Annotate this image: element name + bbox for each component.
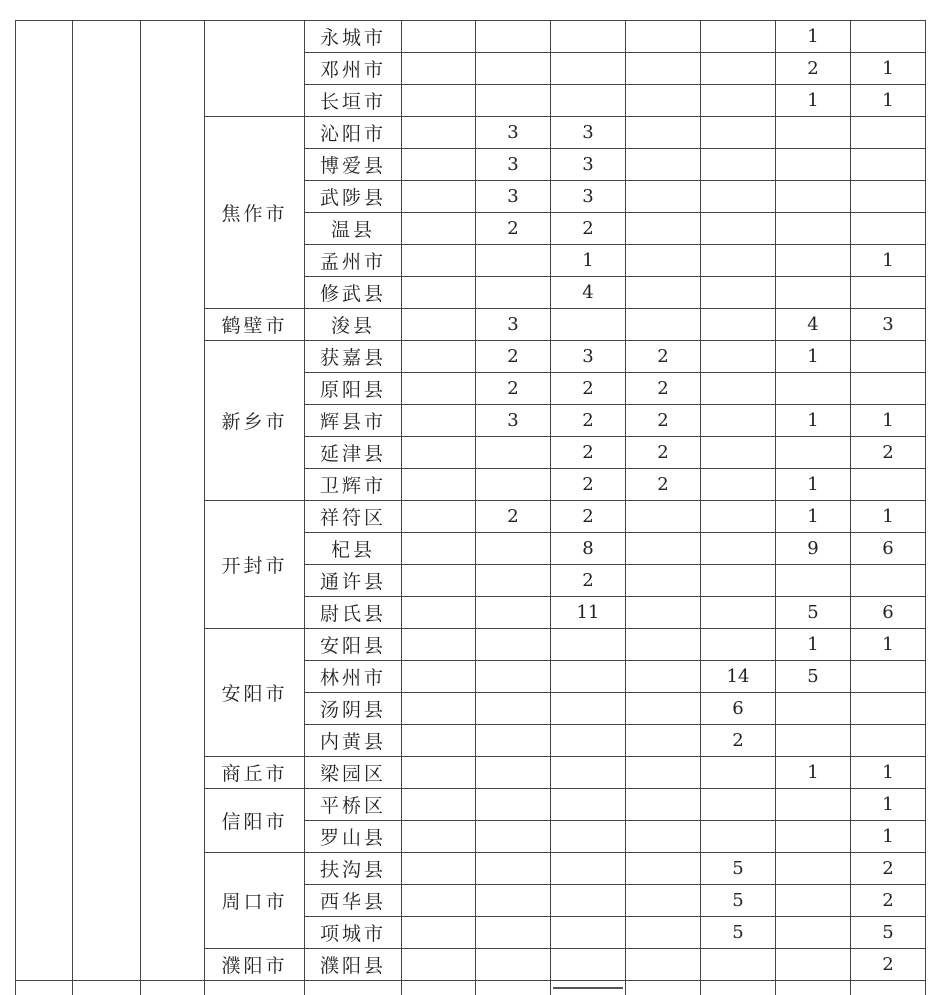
count-cell bbox=[626, 181, 701, 213]
count-cell bbox=[476, 21, 551, 53]
county-cell: 温县 bbox=[305, 213, 402, 245]
count-cell bbox=[626, 693, 701, 725]
count-cell bbox=[402, 597, 476, 629]
count-cell bbox=[626, 245, 701, 277]
count-cell bbox=[701, 405, 776, 437]
count-cell bbox=[851, 181, 926, 213]
count-cell bbox=[776, 885, 851, 917]
cut-off-text-fragment bbox=[553, 987, 623, 995]
count-cell bbox=[851, 661, 926, 693]
count-cell: 1 bbox=[851, 789, 926, 821]
count-cell bbox=[626, 885, 701, 917]
count-cell bbox=[701, 949, 776, 981]
count-cell: 3 bbox=[551, 181, 626, 213]
merged-category-cell bbox=[141, 21, 205, 981]
count-cell bbox=[402, 661, 476, 693]
count-cell bbox=[551, 725, 626, 757]
count-cell: 2 bbox=[851, 853, 926, 885]
count-cell: 1 bbox=[776, 629, 851, 661]
count-cell bbox=[402, 245, 476, 277]
count-cell bbox=[476, 661, 551, 693]
count-cell: 2 bbox=[551, 469, 626, 501]
city-cell: 濮阳市 bbox=[205, 949, 305, 981]
county-cell: 项城市 bbox=[305, 917, 402, 949]
county-cell: 延津县 bbox=[305, 437, 402, 469]
count-cell bbox=[776, 917, 851, 949]
count-cell bbox=[402, 693, 476, 725]
count-cell bbox=[701, 789, 776, 821]
count-cell: 3 bbox=[476, 181, 551, 213]
count-cell: 1 bbox=[851, 85, 926, 117]
count-cell bbox=[851, 21, 926, 53]
count-cell bbox=[776, 821, 851, 853]
count-cell bbox=[626, 117, 701, 149]
city-cell: 信阳市 bbox=[205, 789, 305, 853]
count-cell bbox=[701, 181, 776, 213]
count-cell bbox=[851, 693, 926, 725]
count-cell: 6 bbox=[701, 693, 776, 725]
count-cell: 5 bbox=[776, 661, 851, 693]
count-cell bbox=[851, 373, 926, 405]
count-cell bbox=[701, 821, 776, 853]
count-cell: 2 bbox=[626, 469, 701, 501]
county-cell: 祥符区 bbox=[305, 501, 402, 533]
count-cell bbox=[402, 437, 476, 469]
merged-category-cell bbox=[73, 21, 141, 981]
count-cell: 5 bbox=[701, 917, 776, 949]
count-cell: 2 bbox=[476, 341, 551, 373]
count-cell bbox=[701, 757, 776, 789]
count-cell: 2 bbox=[851, 949, 926, 981]
county-cell: 内黄县 bbox=[305, 725, 402, 757]
city-cell: 周口市 bbox=[205, 853, 305, 949]
city-cell: 鹤壁市 bbox=[205, 309, 305, 341]
count-cell bbox=[551, 309, 626, 341]
count-cell bbox=[476, 693, 551, 725]
count-cell bbox=[476, 597, 551, 629]
count-cell bbox=[626, 213, 701, 245]
county-cell: 长垣市 bbox=[305, 85, 402, 117]
count-cell: 8 bbox=[551, 533, 626, 565]
county-cell: 汤阴县 bbox=[305, 693, 402, 725]
count-cell bbox=[701, 277, 776, 309]
count-cell bbox=[851, 565, 926, 597]
count-cell bbox=[626, 917, 701, 949]
count-cell bbox=[551, 53, 626, 85]
count-cell bbox=[402, 949, 476, 981]
count-cell: 5 bbox=[701, 885, 776, 917]
count-cell bbox=[626, 565, 701, 597]
count-cell bbox=[776, 149, 851, 181]
statistics-table bbox=[15, 20, 926, 995]
count-cell bbox=[476, 245, 551, 277]
count-cell bbox=[626, 661, 701, 693]
count-cell bbox=[701, 469, 776, 501]
count-cell: 2 bbox=[476, 501, 551, 533]
count-cell bbox=[851, 117, 926, 149]
count-cell bbox=[776, 117, 851, 149]
count-cell bbox=[402, 917, 476, 949]
count-cell: 14 bbox=[701, 661, 776, 693]
count-cell: 2 bbox=[776, 53, 851, 85]
count-cell bbox=[476, 565, 551, 597]
table-row bbox=[16, 21, 926, 53]
count-cell bbox=[476, 53, 551, 85]
count-cell bbox=[701, 341, 776, 373]
count-cell bbox=[402, 565, 476, 597]
county-cell: 杞县 bbox=[305, 533, 402, 565]
count-cell bbox=[776, 949, 851, 981]
county-cell: 武陟县 bbox=[305, 181, 402, 213]
count-cell bbox=[851, 149, 926, 181]
count-cell bbox=[551, 917, 626, 949]
count-cell bbox=[402, 533, 476, 565]
count-cell bbox=[776, 277, 851, 309]
count-cell bbox=[701, 373, 776, 405]
count-cell: 2 bbox=[551, 373, 626, 405]
count-cell bbox=[626, 949, 701, 981]
count-cell bbox=[402, 405, 476, 437]
county-cell: 平桥区 bbox=[305, 789, 402, 821]
county-cell: 梁园区 bbox=[305, 757, 402, 789]
count-cell bbox=[476, 789, 551, 821]
count-cell: 11 bbox=[551, 597, 626, 629]
count-cell: 2 bbox=[551, 565, 626, 597]
count-cell bbox=[626, 853, 701, 885]
count-cell: 2 bbox=[851, 885, 926, 917]
county-cell: 辉县市 bbox=[305, 405, 402, 437]
county-cell: 浚县 bbox=[305, 309, 402, 341]
count-cell: 1 bbox=[851, 245, 926, 277]
count-cell bbox=[776, 245, 851, 277]
count-cell: 6 bbox=[851, 533, 926, 565]
count-cell bbox=[551, 789, 626, 821]
count-cell: 2 bbox=[551, 437, 626, 469]
count-cell: 3 bbox=[476, 309, 551, 341]
count-cell: 1 bbox=[851, 757, 926, 789]
count-cell: 5 bbox=[776, 597, 851, 629]
county-cell: 沁阳市 bbox=[305, 117, 402, 149]
count-cell bbox=[626, 725, 701, 757]
count-cell bbox=[551, 21, 626, 53]
count-cell bbox=[551, 757, 626, 789]
count-cell bbox=[551, 693, 626, 725]
county-cell: 邓州市 bbox=[305, 53, 402, 85]
count-cell bbox=[701, 245, 776, 277]
county-cell: 卫辉市 bbox=[305, 469, 402, 501]
count-cell bbox=[402, 725, 476, 757]
count-cell bbox=[476, 949, 551, 981]
count-cell bbox=[402, 853, 476, 885]
county-cell: 永城市 bbox=[305, 21, 402, 53]
count-cell: 1 bbox=[776, 21, 851, 53]
count-cell bbox=[476, 725, 551, 757]
count-cell bbox=[626, 277, 701, 309]
count-cell: 2 bbox=[626, 405, 701, 437]
count-cell bbox=[701, 213, 776, 245]
count-cell bbox=[402, 821, 476, 853]
count-cell bbox=[551, 629, 626, 661]
count-cell bbox=[776, 725, 851, 757]
count-cell bbox=[402, 21, 476, 53]
count-cell bbox=[402, 501, 476, 533]
count-cell bbox=[476, 853, 551, 885]
city-cell: 开封市 bbox=[205, 501, 305, 629]
county-cell: 修武县 bbox=[305, 277, 402, 309]
count-cell bbox=[626, 821, 701, 853]
count-cell: 4 bbox=[776, 309, 851, 341]
count-cell bbox=[701, 309, 776, 341]
count-cell bbox=[776, 693, 851, 725]
count-cell bbox=[701, 533, 776, 565]
count-cell: 2 bbox=[701, 725, 776, 757]
count-cell: 1 bbox=[776, 469, 851, 501]
count-cell bbox=[851, 469, 926, 501]
merged-category-cell bbox=[16, 21, 73, 981]
count-cell bbox=[402, 373, 476, 405]
count-cell: 1 bbox=[776, 85, 851, 117]
count-cell: 3 bbox=[476, 117, 551, 149]
count-cell: 2 bbox=[626, 341, 701, 373]
city-cell: 焦作市 bbox=[205, 117, 305, 309]
count-cell: 3 bbox=[851, 309, 926, 341]
count-cell bbox=[476, 821, 551, 853]
count-cell bbox=[626, 85, 701, 117]
count-cell: 9 bbox=[776, 533, 851, 565]
county-cell: 西华县 bbox=[305, 885, 402, 917]
count-cell bbox=[776, 853, 851, 885]
county-cell: 扶沟县 bbox=[305, 853, 402, 885]
count-cell bbox=[851, 213, 926, 245]
count-cell: 1 bbox=[776, 757, 851, 789]
count-cell bbox=[626, 309, 701, 341]
count-cell bbox=[402, 117, 476, 149]
count-cell bbox=[626, 21, 701, 53]
count-cell bbox=[476, 437, 551, 469]
count-cell bbox=[701, 437, 776, 469]
count-cell bbox=[402, 85, 476, 117]
count-cell: 2 bbox=[626, 437, 701, 469]
count-cell bbox=[701, 21, 776, 53]
count-cell bbox=[626, 533, 701, 565]
count-cell bbox=[776, 437, 851, 469]
city-cell: 商丘市 bbox=[205, 757, 305, 789]
count-cell bbox=[626, 757, 701, 789]
county-cell: 林州市 bbox=[305, 661, 402, 693]
count-cell bbox=[402, 341, 476, 373]
count-cell bbox=[402, 277, 476, 309]
count-cell bbox=[476, 469, 551, 501]
count-cell bbox=[851, 341, 926, 373]
county-cell: 尉氏县 bbox=[305, 597, 402, 629]
count-cell bbox=[402, 149, 476, 181]
count-cell bbox=[776, 181, 851, 213]
count-cell: 2 bbox=[551, 501, 626, 533]
count-cell bbox=[476, 885, 551, 917]
count-cell: 3 bbox=[551, 341, 626, 373]
count-cell bbox=[551, 885, 626, 917]
count-cell bbox=[701, 597, 776, 629]
count-cell bbox=[402, 53, 476, 85]
count-cell: 1 bbox=[776, 341, 851, 373]
count-cell: 2 bbox=[551, 405, 626, 437]
count-cell: 2 bbox=[626, 373, 701, 405]
count-cell bbox=[551, 821, 626, 853]
county-cell: 获嘉县 bbox=[305, 341, 402, 373]
count-cell bbox=[701, 117, 776, 149]
city-cell: 新乡市 bbox=[205, 341, 305, 501]
count-cell bbox=[402, 181, 476, 213]
count-cell bbox=[476, 533, 551, 565]
count-cell bbox=[476, 277, 551, 309]
count-cell bbox=[402, 789, 476, 821]
count-cell: 1 bbox=[551, 245, 626, 277]
count-cell bbox=[402, 629, 476, 661]
count-cell bbox=[402, 757, 476, 789]
count-cell: 4 bbox=[551, 277, 626, 309]
count-cell bbox=[402, 469, 476, 501]
count-cell bbox=[701, 53, 776, 85]
count-cell: 3 bbox=[476, 149, 551, 181]
count-cell bbox=[701, 565, 776, 597]
count-cell: 3 bbox=[551, 149, 626, 181]
count-cell bbox=[626, 629, 701, 661]
count-cell bbox=[626, 789, 701, 821]
count-cell bbox=[626, 53, 701, 85]
count-cell: 1 bbox=[851, 501, 926, 533]
count-cell bbox=[626, 149, 701, 181]
county-cell: 安阳县 bbox=[305, 629, 402, 661]
count-cell bbox=[551, 661, 626, 693]
count-cell bbox=[851, 725, 926, 757]
count-cell: 2 bbox=[551, 213, 626, 245]
count-cell: 5 bbox=[701, 853, 776, 885]
count-cell bbox=[402, 309, 476, 341]
count-cell bbox=[476, 629, 551, 661]
count-cell: 1 bbox=[851, 629, 926, 661]
count-cell bbox=[551, 949, 626, 981]
count-cell: 1 bbox=[851, 405, 926, 437]
count-cell bbox=[402, 213, 476, 245]
county-cell: 博爱县 bbox=[305, 149, 402, 181]
count-cell bbox=[776, 565, 851, 597]
count-cell bbox=[701, 149, 776, 181]
count-cell: 2 bbox=[476, 213, 551, 245]
count-cell: 3 bbox=[551, 117, 626, 149]
count-cell bbox=[626, 597, 701, 629]
count-cell: 2 bbox=[476, 373, 551, 405]
count-cell bbox=[701, 85, 776, 117]
county-cell: 罗山县 bbox=[305, 821, 402, 853]
county-cell: 通许县 bbox=[305, 565, 402, 597]
county-cell: 孟州市 bbox=[305, 245, 402, 277]
count-cell bbox=[701, 629, 776, 661]
count-cell bbox=[476, 85, 551, 117]
count-cell bbox=[551, 85, 626, 117]
city-cell bbox=[205, 21, 305, 117]
city-cell: 安阳市 bbox=[205, 629, 305, 757]
count-cell: 3 bbox=[476, 405, 551, 437]
count-cell bbox=[851, 277, 926, 309]
county-cell: 濮阳县 bbox=[305, 949, 402, 981]
table-body bbox=[16, 21, 926, 995]
count-cell bbox=[776, 373, 851, 405]
count-cell: 6 bbox=[851, 597, 926, 629]
count-cell: 2 bbox=[851, 437, 926, 469]
count-cell: 1 bbox=[851, 53, 926, 85]
count-cell bbox=[776, 213, 851, 245]
count-cell bbox=[402, 885, 476, 917]
count-cell bbox=[626, 501, 701, 533]
count-cell: 5 bbox=[851, 917, 926, 949]
count-cell bbox=[476, 757, 551, 789]
count-cell bbox=[701, 501, 776, 533]
count-cell: 1 bbox=[851, 821, 926, 853]
count-cell bbox=[551, 853, 626, 885]
county-cell: 原阳县 bbox=[305, 373, 402, 405]
count-cell bbox=[776, 789, 851, 821]
count-cell bbox=[476, 917, 551, 949]
count-cell: 1 bbox=[776, 501, 851, 533]
count-cell: 1 bbox=[776, 405, 851, 437]
